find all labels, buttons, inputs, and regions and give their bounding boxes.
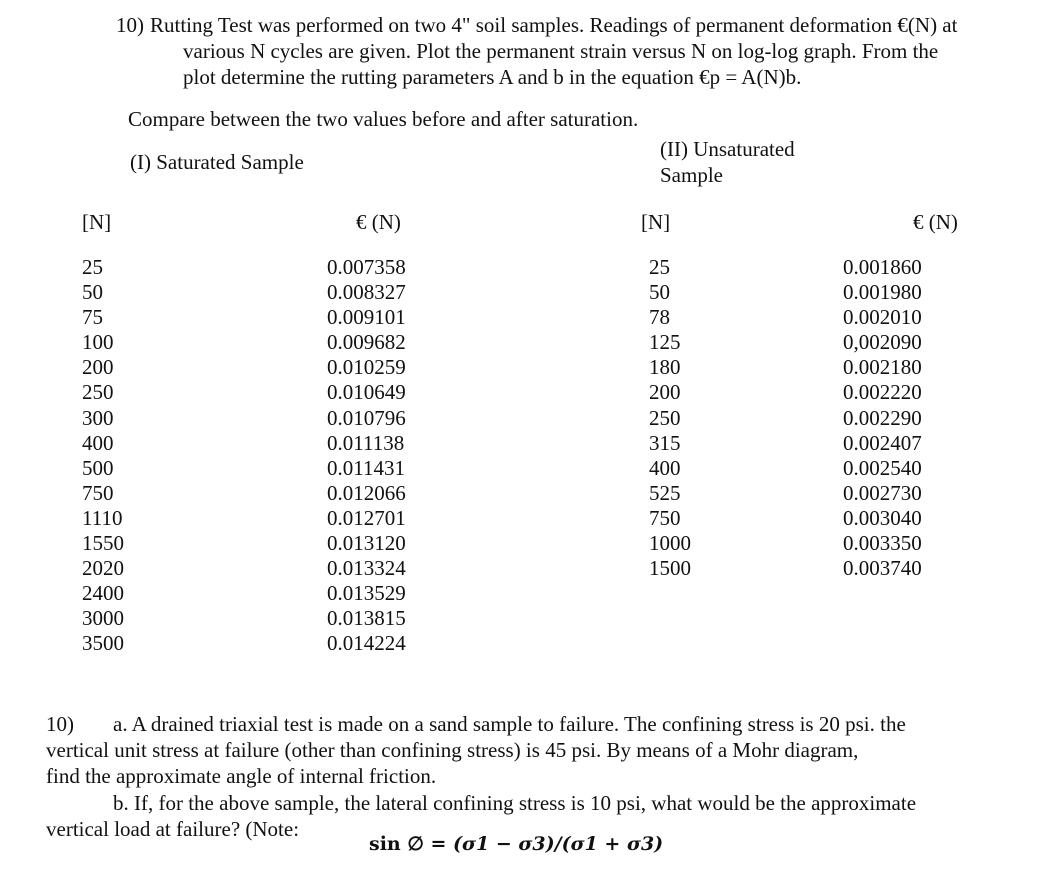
saturated-n-cell: 500 [82,455,114,480]
saturated-n-cell: 25 [82,255,103,279]
saturated-sample-heading: (I) Saturated Sample [130,150,304,174]
problem-1-number: 10) [116,13,144,37]
unsaturated-e-cell: 0.002540 [843,455,922,480]
saturated-e-cell: 0.010649 [327,380,406,405]
header-unsaturated-e: € (N) [913,210,958,234]
unsaturated-e-cell: 0.002220 [843,380,922,405]
saturated-n-cell: 3500 [82,631,124,656]
unsaturated-n-cell: 78 [649,305,670,330]
saturated-e-cell: 0.007358 [327,255,406,279]
unsaturated-n-cell: 750 [649,505,681,530]
unsaturated-sample-heading: (II) Unsaturated Sample [660,137,795,187]
saturated-e-cell: 0.010259 [327,355,406,380]
problem-1-line-2: various N cycles are given. Plot the permanent strain versus N on log-log graph. From the [183,39,939,63]
saturated-n-cell: 50 [82,280,103,305]
unsaturated-e-cell: 0.002010 [843,305,922,330]
unsaturated-e-cell: 0.003350 [843,531,922,556]
unsaturated-n-cell: 525 [649,480,681,505]
problem-2b-line-2: vertical load at failure? (Note: [46,817,300,841]
header-saturated-n: [N] [82,210,112,234]
saturated-e-cell: 0.009682 [327,330,406,355]
saturated-e-cell: 0.008327 [327,280,406,305]
unsaturated-n-cell: 125 [649,330,681,355]
unsaturated-n-cell: 315 [649,430,681,455]
unsaturated-n-cell: 250 [649,405,681,430]
header-saturated-e: € (N) [356,210,401,234]
problem-2a-line-3: find the approximate angle of internal friction. [46,764,437,788]
saturated-n-cell: 2400 [82,581,124,606]
saturated-n-cell: 1110 [82,505,123,530]
saturated-e-cell: 0.012701 [327,505,406,530]
saturated-n-column [82,255,124,657]
saturated-n-cell: 3000 [82,606,124,631]
saturated-e-cell: 0.012066 [327,480,406,505]
saturated-n-cell: 250 [82,380,114,405]
saturated-e-cell: 0.013529 [327,581,406,606]
unsaturated-n-cell: 1500 [649,556,691,581]
unsaturated-n-column [649,255,691,581]
saturated-e-cell: 0.013120 [327,531,406,556]
saturated-n-cell: 100 [82,330,114,355]
compare-instruction: Compare between the two values before and after saturation. [128,107,639,131]
saturated-n-cell: 1550 [82,531,124,556]
unsaturated-n-cell: 400 [649,455,681,480]
saturated-n-cell: 750 [82,480,114,505]
saturated-n-cell: 2020 [82,556,124,581]
saturated-n-cell: 75 [82,305,103,330]
unsaturated-n-cell: 180 [649,355,681,380]
unsaturated-n-cell: 25 [649,255,670,279]
saturated-n-cell: 400 [82,430,114,455]
sin-phi-formula [369,831,663,857]
formula-lhs: sin ∅ = [369,833,454,855]
saturated-e-cell: 0.013815 [327,606,406,631]
problem-2-number: 10) [46,712,74,736]
problem-2a-line-1: a. A drained triaxial test is made on a sand sample to failure. The confining stress is 20 psi. the [113,712,906,736]
formula-rhs: (σ1 − σ3)/(σ1 + σ3) [453,833,664,855]
unsaturated-n-cell: 200 [649,380,681,405]
saturated-e-cell: 0.011138 [327,430,405,455]
problem-1-line-3: plot determine the rutting parameters A and b in the equation €p = A(N)b. [183,65,802,89]
problem-2b-line-1: b. If, for the above sample, the lateral confining stress is 10 psi, what would be the approximate [113,791,917,815]
saturated-e-cell: 0.009101 [327,305,406,330]
unsaturated-e-cell: 0.001980 [843,280,922,305]
unsaturated-n-cell: 1000 [649,531,691,556]
saturated-e-cell: 0.013324 [327,556,406,581]
saturated-n-cell: 200 [82,355,114,380]
unsaturated-e-cell: 0.001860 [843,255,922,279]
unsaturated-e-cell: 0,002090 [843,330,922,355]
unsaturated-e-cell: 0.002407 [843,430,922,455]
unsaturated-e-cell: 0.003040 [843,505,922,530]
saturated-e-cell: 0.014224 [327,631,406,656]
saturated-e-cell: 0.011431 [327,455,405,480]
header-unsaturated-n: [N] [641,210,671,234]
saturated-e-cell: 0.010796 [327,405,406,430]
unsaturated-e-column [843,255,922,581]
problem-2a-line-2: vertical unit stress at failure (other than confining stress) is 45 psi. By means of a Mohr diagram, [46,738,859,762]
problem-1-line-1: Rutting Test was performed on two 4" soil samples. Readings of permanent deformation €(N) at [150,13,958,37]
unsaturated-e-cell: 0.003740 [843,556,922,581]
unsaturated-e-cell: 0.002730 [843,480,922,505]
saturated-n-cell: 300 [82,405,114,430]
unsaturated-n-cell: 50 [649,280,670,305]
saturated-e-column [327,255,406,657]
unsaturated-e-cell: 0.002290 [843,405,922,430]
unsaturated-e-cell: 0.002180 [843,355,922,380]
